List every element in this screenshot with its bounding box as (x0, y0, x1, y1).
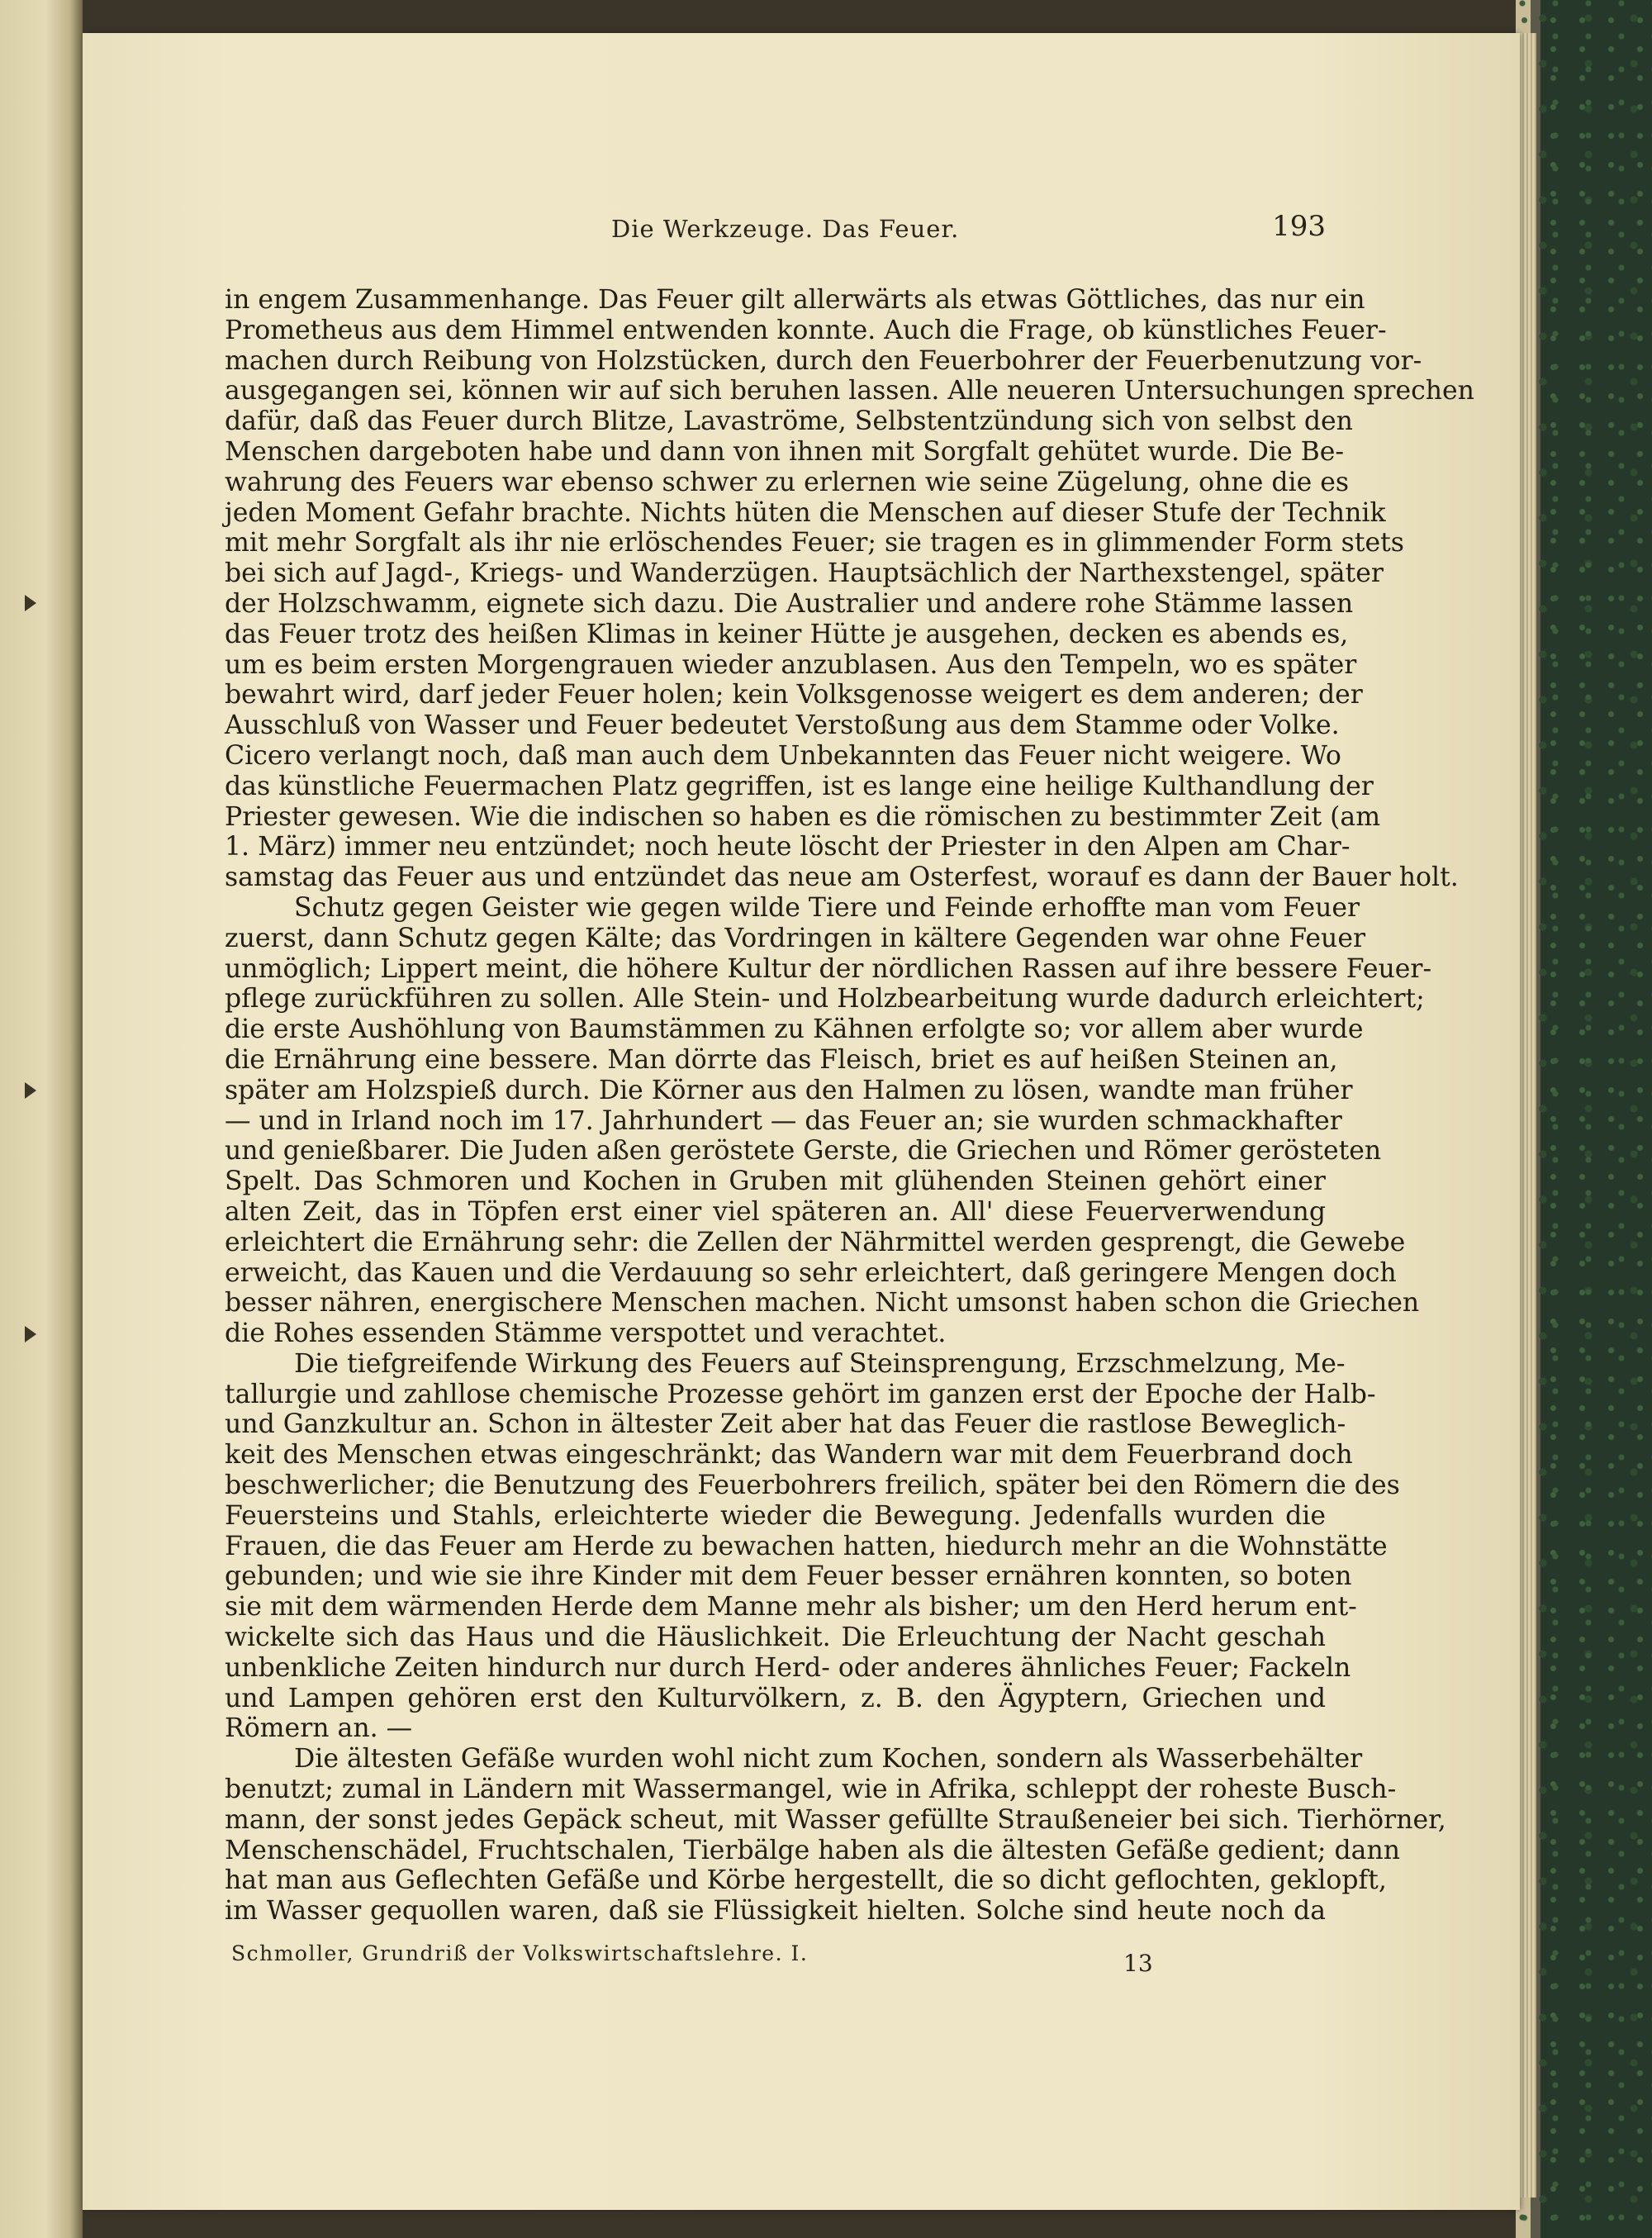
text-line: erweicht, das Kauen und die Verdauung so sehr erleichtert, daß geringere Mengen doch (225, 1257, 1397, 1288)
text-line: wickelte sich das Haus und die Häuslichkeit. Die Erleuchtung der Nacht geschah (225, 1623, 1326, 1653)
text-line: Frauen, die das Feuer am Herde zu bewachen hatten, hiedurch mehr an die Wohnstätte (225, 1531, 1388, 1561)
text-line: die Rohes essenden Stämme verspottet und verachtet. (225, 1319, 947, 1349)
text-line: dafür, daß das Feuer durch Blitze, Lavaströme, Selbstentzündung sich von selbst den (225, 406, 1353, 437)
page-number: 193 (1272, 210, 1326, 243)
text-line: Menschen dargeboten habe und dann von ihnen mit Sorgfalt gehütet wurde. Die Be- (225, 436, 1345, 467)
text-line: machen durch Reibung von Holzstücken, durch den Feuerbohrer der Feuerbenutzung vor- (225, 345, 1422, 376)
body-text (225, 285, 1474, 1927)
margin-mark (25, 595, 36, 611)
text-line: pflege zurückführen zu sollen. Alle Stein- und Holzbearbeitung wurde dadurch erleichtert; (225, 984, 1425, 1014)
text-line: hat man aus Geflechten Gefäße und Körbe hergestellt, die so dicht geflochten, geklopft, (225, 1865, 1387, 1896)
text-line: Römern an. — (225, 1713, 413, 1744)
text-line: wahrung des Feuers war ebenso schwer zu erlernen wie seine Zügelung, ohne die es (225, 467, 1350, 497)
text-line: später am Holzspieß durch. Die Körner aus den Halmen zu lösen, wandte man früher (225, 1075, 1353, 1105)
running-head: Die Werkzeuge. Das Feuer. (611, 215, 960, 243)
text-line: keit des Menschen etwas eingeschränkt; das Wandern war mit dem Feuerbrand doch (225, 1440, 1353, 1471)
text-line: zuerst, dann Schutz gegen Kälte; das Vordringen in kältere Gegenden war ohne Feuer (225, 923, 1366, 953)
text-line: gebunden; und wie sie ihre Kinder mit dem Feuer besser ernähren konnten, so boten (225, 1561, 1352, 1592)
text-line: unbenkliche Zeiten hindurch nur durch Herd- oder anderes ähnliches Feuer; Fackeln (225, 1652, 1351, 1683)
text-line: besser nähren, energischere Menschen machen. Nicht umsonst haben schon die Griechen (225, 1288, 1420, 1319)
text-line: alten Zeit, das in Töpfen erst einer viel späteren an. All' diese Feuerverwendung (225, 1196, 1326, 1227)
text-line: benutzt; zumal in Ländern mit Wassermangel, wie in Afrika, schleppt der roheste Busch- (225, 1775, 1397, 1805)
text-line: bei sich auf Jagd-, Kriegs- und Wanderzügen. Hauptsächlich der Narthexstengel, später (225, 558, 1384, 589)
text-line: beschwerlicher; die Benutzung des Feuerbohrers freilich, später bei den Römern die des (225, 1471, 1400, 1501)
page-header (223, 208, 1326, 258)
text-line: samstag das Feuer aus und entzündet das neue am Osterfest, worauf es dann der Bauer holt. (225, 862, 1459, 893)
text-line: die erste Aushöhlung von Baumstämmen zu Kähnen erfolgte so; vor allem aber wurde (225, 1014, 1364, 1045)
margin-mark (25, 1082, 36, 1099)
text-line: erleichtert die Ernährung sehr: die Zellen der Nährmittel werden gesprengt, die Gewebe (225, 1227, 1406, 1257)
text-line: mit mehr Sorgfalt als ihr nie erlöschendes Feuer; sie tragen es in glimmender Form stets (225, 528, 1404, 558)
text-line: und Lampen gehören erst den Kulturvölkern, z. B. den Ägyptern, Griechen und (225, 1683, 1326, 1713)
text-line: Spelt. Das Schmoren und Kochen in Gruben mit glühenden Steinen gehört einer (225, 1167, 1326, 1197)
text-line: mann, der sonst jedes Gepäck scheut, mit Wasser gefüllte Straußeneier bei sich. Tierhörner, (225, 1804, 1446, 1835)
margin-mark (25, 1326, 36, 1342)
text-line: — und in Irland noch im 17. Jahrhundert — das Feuer an; sie wurden schmackhafter (225, 1105, 1342, 1136)
text-line: Priester gewesen. Wie die indischen so haben es die römischen zu bestimmter Zeit (am (225, 801, 1381, 832)
text-line: Die ältesten Gefäße wurden wohl nicht zum Kochen, sondern als Wasserbehälter (294, 1744, 1363, 1775)
text-line: das künstliche Feuermachen Platz gegriffen, ist es lange eine heilige Kulthandlung der (225, 771, 1374, 801)
text-line: Cicero verlangt noch, daß man auch dem Unbekannten das Feuer nicht weigere. Wo (225, 740, 1341, 771)
text-line: Prometheus aus dem Himmel entwenden konnte. Auch die Frage, ob künstliches Feuer- (225, 315, 1387, 345)
text-line: ausgegangen sei, können wir auf sich beruhen lassen. Alle neueren Untersuchungen sprechen (225, 376, 1474, 406)
text-line: in engem Zusammenhange. Das Feuer gilt allerwärts als etwas Göttliches, das nur ein (225, 285, 1365, 315)
text-line: die Ernährung eine bessere. Man dörrte das Fleisch, briet es auf heißen Steinen an, (225, 1044, 1338, 1075)
text-line: Feuersteins und Stahls, erleichterte wieder die Bewegung. Jedenfalls wurden die (225, 1500, 1326, 1531)
text-line: jeden Moment Gefahr brachte. Nichts hüten die Menschen auf dieser Stufe der Technik (225, 497, 1386, 528)
text-line: Schutz gegen Geister wie gegen wilde Tiere und Feinde erhoffte man vom Feuer (294, 892, 1360, 923)
text-line: Menschenschädel, Fruchtschalen, Tierbälge haben als die ältesten Gefäße gedient; dann (225, 1835, 1401, 1865)
text-line: 1. März) immer neu entzündet; noch heute löscht der Priester in den Alpen am Char- (225, 832, 1351, 862)
text-line: im Wasser gequollen waren, daß sie Flüssigkeit hielten. Solche sind heute noch da (225, 1896, 1326, 1927)
text-line: unmöglich; Lippert meint, die höhere Kultur der nördlichen Rassen auf ihre bessere Feuer- (225, 953, 1432, 984)
page-footer (231, 1941, 1322, 1983)
text-line: um es beim ersten Morgengrauen wieder anzublasen. Aus den Tempeln, wo es später (225, 649, 1357, 680)
text-line: tallurgie und zahllose chemische Prozesse gehört im ganzen erst der Epoche der Halb- (225, 1379, 1376, 1409)
text-line: Ausschluß von Wasser und Feuer bedeutet Verstoßung aus dem Stamme oder Volke. (225, 710, 1340, 741)
text-line: Die tiefgreifende Wirkung des Feuers auf Steinsprengung, Erzschmelzung, Me- (294, 1348, 1346, 1379)
text-line: bewahrt wird, darf jeder Feuer holen; kein Volksgenosse weigert es dem anderen; der (225, 680, 1363, 710)
left-facing-page-edge (0, 0, 83, 2238)
text-line: und genießbarer. Die Juden aßen geröstete Gerste, die Griechen und Römer gerösteten (225, 1136, 1382, 1167)
text-line: und Ganzkultur an. Schon in ältester Zeit aber hat das Feuer die rastlose Beweglich- (225, 1409, 1346, 1440)
text-line: das Feuer trotz des heißen Klimas in keiner Hütte je ausgehen, decken es abends es, (225, 619, 1349, 649)
sheet-number: 13 (1123, 1950, 1153, 1977)
text-line: der Holzschwamm, eignete sich dazu. Die Australier und andere rohe Stämme lassen (225, 588, 1354, 619)
footer-signature: Schmoller, Grundriß der Volkswirtschaftslehre. I. (231, 1941, 809, 1965)
text-line: sie mit dem wärmenden Herde dem Manne mehr als bisher; um den Herd herum ent- (225, 1592, 1357, 1623)
